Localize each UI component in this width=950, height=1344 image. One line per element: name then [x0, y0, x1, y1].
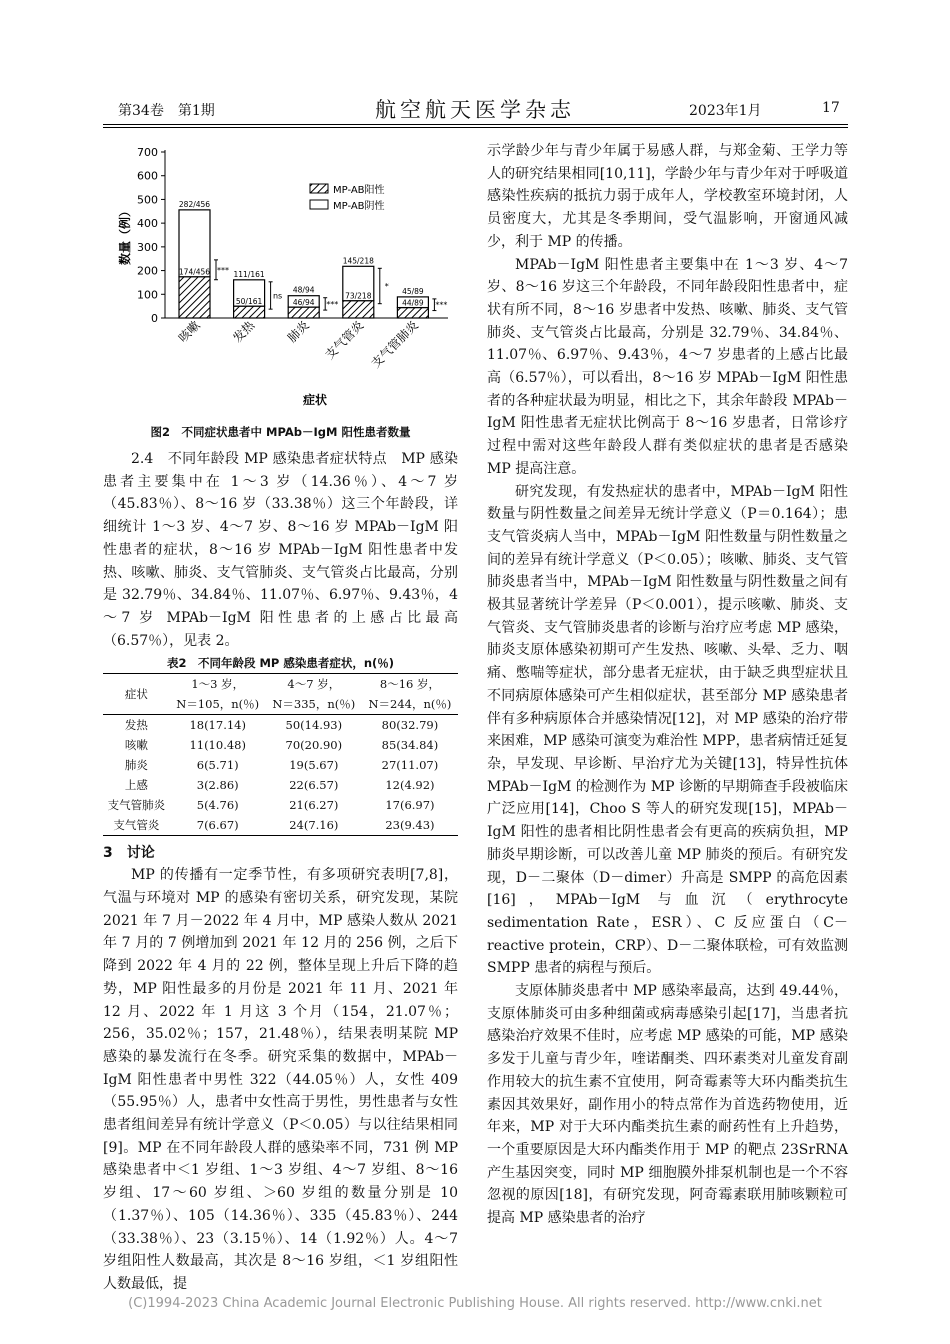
bar-positive — [397, 308, 428, 318]
sig-marker: *** — [435, 300, 448, 310]
header-rule-2 — [103, 127, 848, 128]
figure-2-bar-chart — [103, 138, 458, 418]
bar-top-label: 282/456 — [178, 199, 211, 209]
bar-bottom-label: 174/456 — [178, 267, 211, 277]
row-label: 支气管肺炎 — [107, 798, 166, 813]
col-age-1: 1～3 岁， — [170, 674, 266, 695]
col-symptom-header: 症状 — [103, 674, 170, 715]
sig-marker: ns — [272, 291, 283, 301]
header-volume: 第34卷 第1期 — [118, 103, 215, 119]
bar-bottom-label: 44/89 — [402, 298, 424, 308]
col-n-2: N＝335，n(％) — [266, 694, 362, 715]
row-label: 咳嗽 — [124, 738, 148, 753]
bar-positive — [343, 301, 374, 318]
table-cell: 18(17.14) — [189, 718, 246, 733]
discussion-paragraph-cont: 示学龄少年与青少年属于易感人群，与郑金菊、王学力等人的研究结果相同[10,11]，学龄少年与青少年对于呼吸道感染性疾病的抵抗力弱于成年人，学校教室环境封闭，人员密度大，尤其是冬季期间，受气温影响，开窗通风减少，利于 MP 的传播。 — [487, 143, 848, 250]
table-row — [103, 815, 458, 836]
section-3-heading: 3 讨论 — [103, 845, 155, 862]
table-cell: 27(11.07) — [381, 758, 439, 773]
journal-title: 航空航天医学杂志 — [375, 98, 575, 122]
discussion-paragraph-2: MPAb－IgM 阳性患者主要集中在 1～3 岁、4～7 岁、8～16 岁这三个年龄段，不同年龄段阳性患者中，症状有所不同，8～16 岁患者中发热、咳嗽、肺炎、支气管肺炎、支气管炎占比最高，分别是 32.79％、34.84％、11.07％、6.97％、9.43％，4～7 岁患者的上感占比最高（6.57％），可以看出，8～16 岁 MPAb－IgM 阳性患者的各种症状最为明显，相比之下，其余年龄段 MPAb－IgM 阳性患者无症状比例高于 8～16 岁患者，日常诊疗过程中需对这些年龄段人群有类似症状的患者是否感染 MP 提高注意。 — [487, 256, 848, 477]
table-cell: 24(7.16) — [266, 815, 362, 836]
bar-bottom-label: 46/94 — [292, 298, 315, 308]
bar-positive — [288, 307, 319, 318]
sig-marker: *** — [217, 265, 229, 275]
table-cell: 21(6.27) — [289, 798, 339, 813]
x-tick-label: 支气管炎 — [322, 318, 367, 363]
row-label: 支气管炎 — [103, 815, 170, 836]
table-cell: 17(6.97) — [385, 798, 435, 813]
symptom-age-table — [103, 673, 458, 836]
figure-caption: 图2 不同症状患者中 MPAb－IgM 阳性患者数量 — [150, 425, 411, 439]
y-tick-label: 700 — [137, 146, 158, 159]
sig-marker: * — [384, 281, 389, 291]
table-row — [103, 735, 458, 755]
discussion-paragraph-4: 支原体肺炎患者中 MP 感染率最高，达到 49.44％，支原体肺炎可由多种细菌或病毒感染引起[17]，当患者抗感染治疗效果不佳时，应考虑 MP 感染的可能，MP 感染多发于儿童与青少年，喹诺酮类、四环素类对儿童发育副作用较大的抗生素不宜使用，阿奇霉素等大环内酯类抗生素因其效果好，副作用小的特点常作为首选药物使用，近年来，MP 对于大环内酯类抗生素的耐药性有上升趋势，一个重要原因是大环内酯类作用于 MP 的靶点 23SrRNA 产生基因突变，同时 MP 细胞膜外排泵机制也是一个不容忽视的原因[18]，有研究发现，阿奇霉素联用肺咳颗粒可提高 MP 感染患者的治疗 — [487, 983, 848, 1227]
bar-top-label: 48/94 — [292, 285, 315, 295]
col-age-2: 4～7 岁， — [266, 674, 362, 695]
bar-top-label: 45/89 — [402, 286, 424, 296]
copyright-footer: (C)1994-2023 China Academic Journal Electronic Publishing House. All rights reserved. http://www.cnki.net — [128, 1296, 822, 1311]
legend-swatch-positive — [310, 184, 328, 193]
col-n-3: N＝244，n(％) — [362, 694, 458, 715]
table-cell: 19(5.67) — [289, 758, 339, 773]
x-tick-label: 支气管肺炎 — [368, 318, 422, 371]
table-cell: 12(4.92) — [385, 778, 435, 793]
legend-swatch-negative — [310, 200, 328, 209]
table-row — [103, 775, 458, 795]
table-cell: 50(14.93) — [285, 718, 343, 733]
legend-label-positive: MP-AB阳性 — [333, 185, 385, 196]
row-label: 发热 — [124, 718, 148, 733]
sig-marker: *** — [326, 299, 339, 309]
header-rule — [103, 124, 848, 125]
section-2-4-paragraph: 2.4 不同年龄段 MP 感染患者症状特点 MP 感染患者主要集中在 1～3 岁（14.36％）、4～7 岁（45.83％）、8～16 岁（33.38％）这三个年龄段，详细统计 1～3 岁、4～7 岁、8～16 岁 MPAb－IgM 阳性患者的症状，8～16 岁 MPAb－IgM 阳性患者中发热、咳嗽、肺炎、支气管肺炎、支气管炎占比最高，分别是 32.79％、34.84％、11.07％、6.97％、9.43％，4～7 岁 MPAb－IgM 阳性患者的上感占比最高（6.57％），见表 2。 — [103, 451, 458, 649]
row-label: 上感 — [124, 778, 148, 793]
bar-bottom-label: 50/161 — [235, 297, 263, 307]
y-tick-label: 200 — [137, 264, 158, 278]
discussion-paragraph-1: MP 的传播有一定季节性，有多项研究表明[7,8]，气温与环境对 MP 的感染有密切关系，研究发现，某院 2021 年 7 月－2022 年 4 月中，MP 感染人数从 2021 年 7 月的 7 例增加到 2021 年 12 月的 256 例，之后下降到 2022 年 4 月的 22 例，整体呈现上升后下降的趋势，MP 阳性最多的月份是 2021 年 11 月、2021 年 12 月、2022 年 1 月这 3 个月（154，21.07％；256，35.02％；157，21.48％），结果表明某院 MP 感染的暴发流行在冬季。研究采集的数据中，MPAb－IgM 阳性患者中男性 322（44.05％）人，女性 409（55.95％）人，患者中女性高于男性，男性患者与女性患者组间差异有统计学意义（P＜0.05）与以往结果相同[9]。MP 在不同年龄段人群的感染率不同，731 例 MP 感染患者中＜1 岁组、1～3 岁组、4～7 岁组、8～16 岁组、17～60 岁组、＞60 岁组的数量分别是 10（1.37％）、105（14.36％）、335（45.83％）、244（33.38％）、23（3.15％）、14（1.92％）人。4～7 岁组阳性人数最高，其次是 8～16 岁组，＜1 岁组阳性人数最低，提 — [103, 867, 458, 1292]
table-row — [103, 715, 458, 736]
header-date: 2023年1月 — [689, 103, 762, 119]
y-tick-label: 500 — [137, 193, 158, 207]
table-cell: 7(6.67) — [170, 815, 266, 836]
discussion-paragraph-3: 研究发现，有发热症状的患者中，MPAb－IgM 阳性数量与阴性数量之间差异无统计学意义（P＝0.164）；患支气管炎病人当中，MPAb－IgM 阳性数量与阴性数量之间的差异有统计学意义（P＜0.05）；咳嗽、肺炎、支气管肺炎患者当中，MPAb－IgM 阳性数量与阴性数量之间有极其显著统计学差异（P＜0.001），提示咳嗽、肺炎、支气管炎、支气管肺炎患者的诊断与治疗应考虑 MP 感染，肺炎支原体感染初期可产生发热、咳嗽、头晕、乏力、咽痛、憋喘等症状，部分患者无症状，由于缺乏典型症状且不同病原体感染可产生相似症状，甚至部分 MP 感染患者伴有多种病原体合并感染情况[12]，对 MP 感染的治疗带来困难，MP 感染可演变为难治性 MPP，患者病情迁延复杂，早发现、早诊断、早治疗尤为关键[13]，特异性抗体 MPAb－IgM 的检测作为 MP 诊断的早期筛查手段被临床广泛应用[14]，Choo S 等人的研究发现[15]，MPAb－IgM 阳性的患者相比阴性患者会有更高的疾病负担，MP 肺炎早期诊断，可以改善儿童 MP 肺炎的预后。有研究发现，D－二聚体（D－dimer）升高是 SMPP 的高危因素[16]，MPAb－IgM 与血沉（erythrocyte sedimentation Rate，ESR）、C 反应蛋白（C－reactive protein，CRP）、D－二聚体联检，可有效监测 SMPP 患者的病程与预后。 — [487, 483, 848, 977]
x-tick-label: 发热 — [230, 318, 258, 346]
table-row — [103, 795, 458, 815]
bar-negative — [179, 210, 210, 277]
legend-label-negative: MP-AB阴性 — [333, 201, 385, 212]
x-tick-label: 咳嗽 — [175, 318, 203, 346]
bar-top-label: 111/161 — [233, 269, 265, 279]
table-caption: 表2 不同年龄段 MP 感染患者症状，n(％) — [166, 656, 395, 671]
x-axis-label: 症状 — [302, 393, 328, 407]
bar-bottom-label: 73/218 — [345, 291, 372, 301]
y-tick-label: 600 — [137, 169, 158, 183]
table-cell: 23(9.43) — [362, 815, 458, 836]
y-tick-label: 300 — [137, 240, 158, 254]
bar-positive — [234, 306, 265, 318]
table-cell: 5(4.76) — [196, 798, 239, 813]
y-axis-label: 数量（例） — [118, 204, 132, 266]
row-label: 肺炎 — [124, 758, 148, 773]
col-age-3: 8～16 岁， — [362, 674, 458, 695]
col-n-1: N＝105，n(％) — [170, 694, 266, 715]
y-tick-label: 400 — [137, 217, 158, 231]
bar-top-label: 145/218 — [342, 256, 374, 266]
x-tick-label: 肺炎 — [284, 318, 312, 346]
table-cell: 85(34.84) — [381, 738, 439, 753]
page-number: 17 — [822, 100, 840, 116]
table-cell: 70(20.90) — [285, 738, 343, 753]
y-tick-label: 0 — [151, 312, 158, 325]
table-cell: 3(2.86) — [196, 778, 239, 793]
bar-positive — [179, 277, 210, 318]
y-tick-label: 100 — [137, 288, 158, 302]
table-row — [103, 755, 458, 775]
table-cell: 6(5.71) — [196, 758, 239, 773]
table-cell: 80(32.79) — [381, 718, 439, 733]
left-column — [103, 448, 458, 1296]
table-cell: 11(10.48) — [189, 738, 246, 753]
right-column — [487, 140, 848, 1230]
table-cell: 22(6.57) — [289, 778, 339, 793]
